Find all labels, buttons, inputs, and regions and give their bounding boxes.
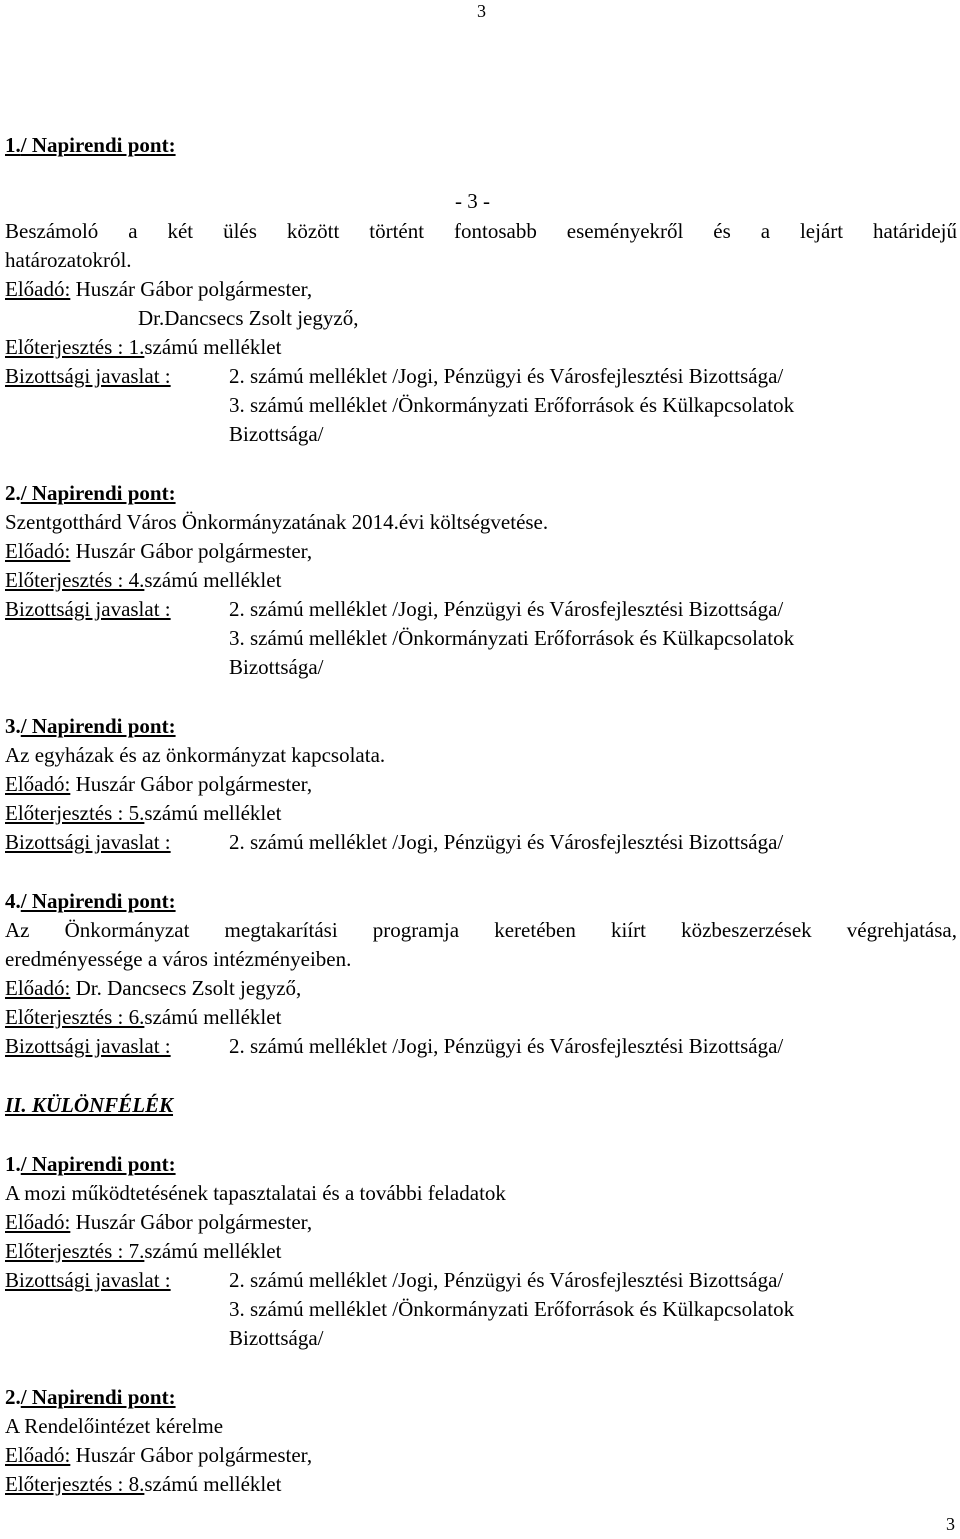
heading-text: / Napirendi pont: <box>20 481 176 505</box>
heading-number: 4. <box>5 889 21 913</box>
heading-text: / Napirendi pont: <box>20 133 176 157</box>
submission-line <box>5 1003 281 1032</box>
submission-text: számú melléklet <box>144 568 282 592</box>
presenter-label: Előadó: <box>5 772 71 796</box>
committee-label: Bizottsági javaslat : <box>5 364 171 388</box>
agenda-heading-4 <box>5 887 176 916</box>
agenda-heading-2 <box>5 479 176 508</box>
submission-label: Előterjesztés : 8. <box>5 1472 145 1496</box>
agenda-title-4-line1: Az Önkormányzat megtakarítási programja keretében kiírt közbeszerzések végrehjatása, <box>5 918 957 942</box>
heading-text: / Napirendi pont: <box>20 1385 176 1409</box>
misc-agenda-title-2: A Rendelőintézet kérelme <box>5 1414 224 1438</box>
submission-label: Előterjesztés : 6. <box>5 1005 145 1029</box>
presenter-line <box>5 770 312 799</box>
submission-text: számú melléklet <box>144 1472 282 1496</box>
committee-label: Bizottsági javaslat : <box>5 1034 171 1058</box>
submission-label: Előterjesztés : 1. <box>5 335 145 359</box>
committee-proposal-2-cont: Bizottsága/ <box>229 1326 324 1350</box>
presenter-name: Huszár Gábor polgármester, <box>70 539 313 563</box>
presenter-label: Előadó: <box>5 1210 71 1234</box>
submission-text: számú melléklet <box>144 1239 282 1263</box>
committee-label: Bizottsági javaslat : <box>5 1268 171 1292</box>
section-heading-misc: II. KÜLÖNFÉLÉK <box>5 1093 174 1117</box>
committee-proposal-1: 2. számú melléklet /Jogi, Pénzügyi és Városfejlesztési Bizottsága/ <box>229 1268 784 1292</box>
committee-proposal-2-cont: Bizottsága/ <box>229 655 324 679</box>
presenter-name: Huszár Gábor polgármester, <box>70 772 313 796</box>
agenda-title-1-line1: Beszámoló a két ülés között történt fontosabb eseményekről és a lejárt határidejű <box>5 219 957 243</box>
submission-line <box>5 1470 281 1499</box>
agenda-heading-3 <box>5 712 176 741</box>
committee-label: Bizottsági javaslat : <box>5 597 171 621</box>
heading-number: 1. <box>5 1152 21 1176</box>
submission-label: Előterjesztés : 7. <box>5 1239 145 1263</box>
submission-text: számú melléklet <box>144 335 282 359</box>
committee-label: Bizottsági javaslat : <box>5 830 171 854</box>
agenda-title-2: Szentgotthárd Város Önkormányzatának 2014.évi költségvetése. <box>5 510 549 534</box>
presenter-line <box>5 537 312 566</box>
committee-proposal-2-cont: Bizottsága/ <box>229 422 324 446</box>
heading-text: / Napirendi pont: <box>20 1152 176 1176</box>
page-number-bottom: 3 <box>946 1514 955 1534</box>
submission-text: számú melléklet <box>144 1005 282 1029</box>
heading-number: 2. <box>5 481 21 505</box>
misc-agenda-title-1: A mozi működtetésének tapasztalatai és a további feladatok <box>5 1181 506 1205</box>
committee-proposal-2: 3. számú melléklet /Önkormányzati Erőforrások és Külkapcsolatok <box>229 626 795 650</box>
page-number-top: 3 <box>477 1 486 21</box>
submission-line <box>5 566 281 595</box>
submission-text: számú melléklet <box>144 801 282 825</box>
heading-text: / Napirendi pont: <box>20 714 176 738</box>
heading-number: 3. <box>5 714 21 738</box>
agenda-title-4-line2: eredményessége a város intézményeiben. <box>5 947 352 971</box>
page-number-center: - 3 - <box>455 189 490 213</box>
committee-proposal-1: 2. számú melléklet /Jogi, Pénzügyi és Városfejlesztési Bizottsága/ <box>229 597 784 621</box>
heading-number: 1. <box>5 133 21 157</box>
presenter-name: Huszár Gábor polgármester, <box>70 1210 313 1234</box>
agenda-title-3: Az egyházak és az önkormányzat kapcsolata. <box>5 743 386 767</box>
presenter-label: Előadó: <box>5 277 71 301</box>
presenter-label: Előadó: <box>5 976 71 1000</box>
committee-proposal-2: 3. számú melléklet /Önkormányzati Erőforrások és Külkapcsolatok <box>229 393 795 417</box>
submission-line <box>5 799 281 828</box>
presenter-line <box>5 1208 312 1237</box>
presenter-line <box>5 1441 312 1470</box>
presenter-line <box>5 974 301 1003</box>
agenda-title-1-line2: határozatokról. <box>5 248 132 272</box>
presenter-name: Dr. Dancsecs Zsolt jegyző, <box>70 976 302 1000</box>
submission-line <box>5 333 281 362</box>
presenter-secondary: Dr.Dancsecs Zsolt jegyző, <box>138 306 359 330</box>
heading-number: 2. <box>5 1385 21 1409</box>
committee-proposal-2: 3. számú melléklet /Önkormányzati Erőforrások és Külkapcsolatok <box>229 1297 795 1321</box>
presenter-label: Előadó: <box>5 1443 71 1467</box>
agenda-heading-1 <box>5 131 176 160</box>
presenter-label: Előadó: <box>5 539 71 563</box>
presenter-line <box>5 275 312 304</box>
misc-agenda-heading-1 <box>5 1150 176 1179</box>
submission-line <box>5 1237 281 1266</box>
submission-label: Előterjesztés : 4. <box>5 568 145 592</box>
committee-proposal-1: 2. számú melléklet /Jogi, Pénzügyi és Városfejlesztési Bizottsága/ <box>229 1034 784 1058</box>
presenter-name: Huszár Gábor polgármester, <box>70 277 313 301</box>
presenter-name: Huszár Gábor polgármester, <box>70 1443 313 1467</box>
committee-proposal-1: 2. számú melléklet /Jogi, Pénzügyi és Városfejlesztési Bizottsága/ <box>229 830 784 854</box>
committee-proposal-1: 2. számú melléklet /Jogi, Pénzügyi és Városfejlesztési Bizottsága/ <box>229 364 784 388</box>
misc-agenda-heading-2 <box>5 1383 176 1412</box>
submission-label: Előterjesztés : 5. <box>5 801 145 825</box>
heading-text: / Napirendi pont: <box>20 889 176 913</box>
